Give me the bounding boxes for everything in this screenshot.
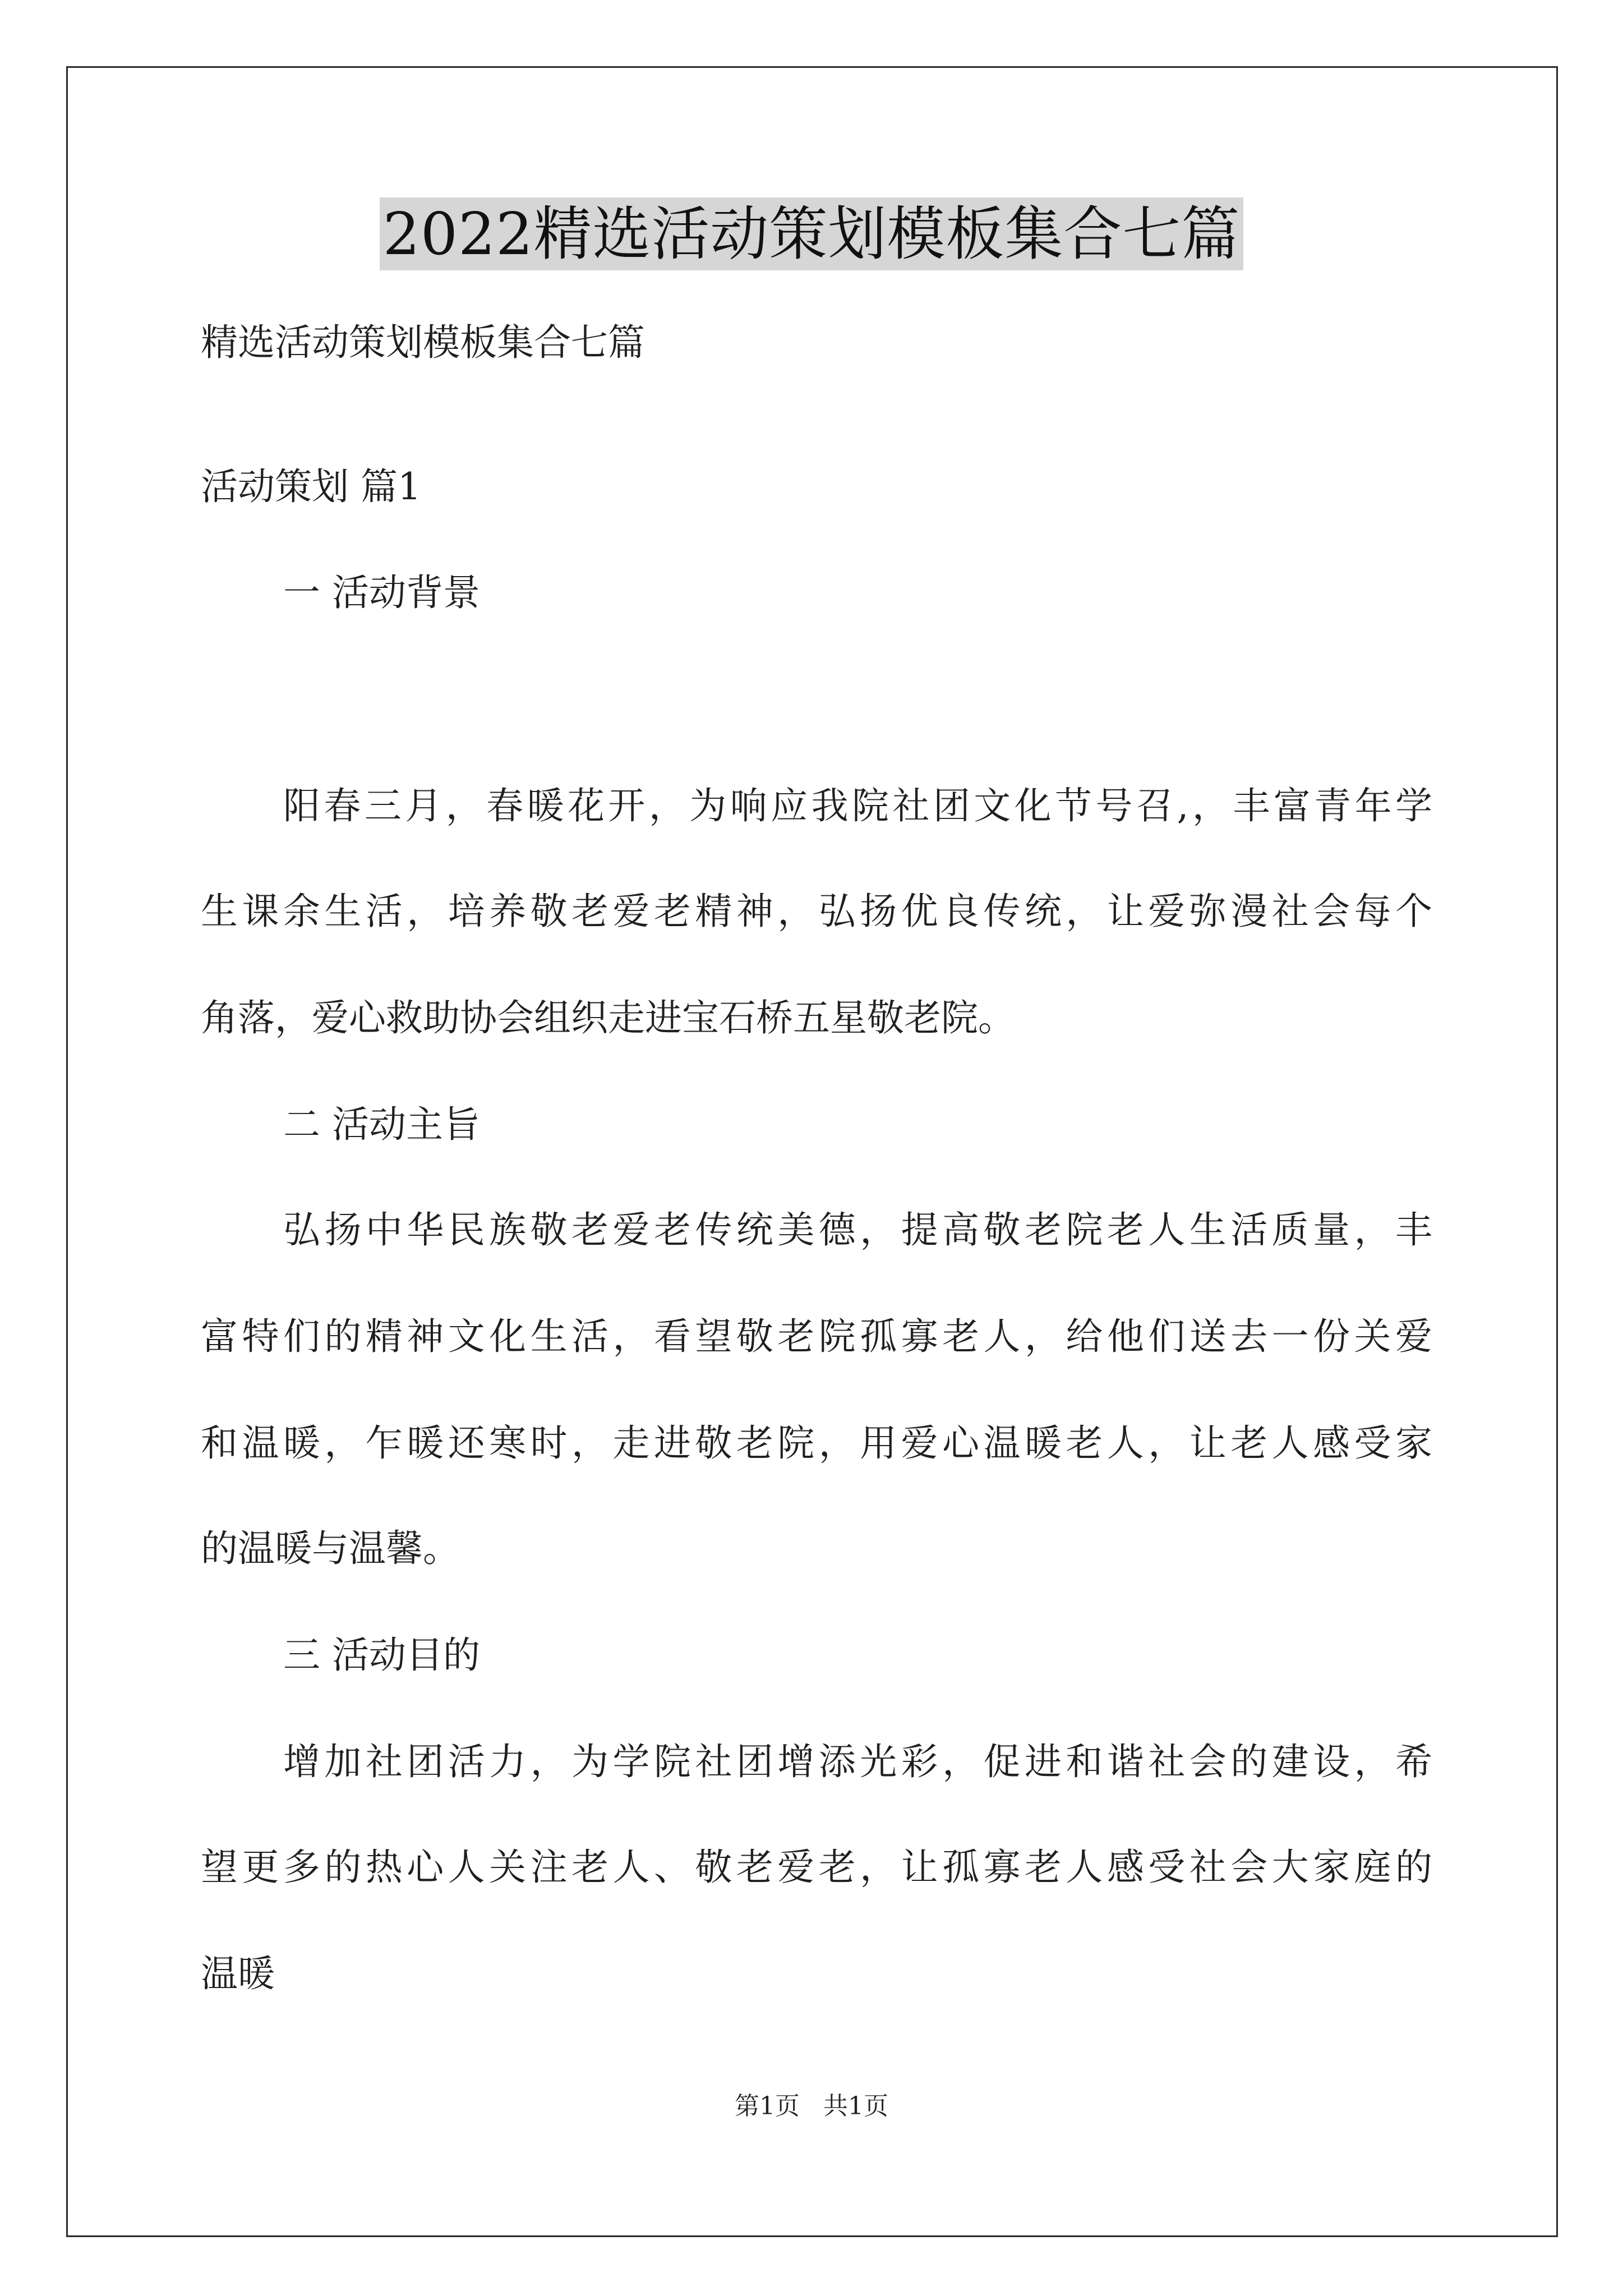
document-subtitle: 精选活动策划模板集合七篇 [201, 321, 645, 364]
paragraph-line: 阳春三月，春暖花开，为响应我院社团文化节号召,，丰富青年学 [283, 784, 1432, 827]
paragraph-line: 弘扬中华民族敬老爱老传统美德，提高敬老院老人生活质量，丰 [283, 1208, 1432, 1251]
paragraph-line: 富特们的精神文化生活，看望敬老院孤寡老人，给他们送去一份关爱 [201, 1315, 1432, 1358]
paragraph-line: 角落，爱心救助协会组织走进宝石桥五星敬老院。 [201, 996, 1015, 1039]
heading-background: 一 活动背景 [283, 571, 480, 614]
paragraph-line: 的温暖与温馨。 [201, 1527, 460, 1570]
document-title: 2022精选活动策划模板集合七篇 [380, 197, 1244, 270]
heading-goal: 三 活动目的 [283, 1634, 480, 1677]
section-label: 活动策划 篇1 [201, 465, 421, 508]
paragraph-line: 望更多的热心人关注老人、敬老爱老，让孤寡老人感受社会大家庭的 [201, 1846, 1432, 1889]
paragraph-line: 增加社团活力，为学院社团增添光彩，促进和谐社会的建设，希 [283, 1740, 1432, 1783]
page-footer: 第1页 共1页 [735, 2092, 888, 2120]
heading-purpose: 二 活动主旨 [283, 1103, 480, 1146]
paragraph-line: 温暖 [201, 1952, 275, 1995]
title-wrapper [0, 197, 1623, 270]
paragraph-line: 和温暖，乍暖还寒时，走进敬老院，用爱心温暖老人，让老人感受家 [201, 1421, 1432, 1465]
paragraph-line: 生课余生活，培养敬老爱老精神，弘扬优良传统，让爱弥漫社会每个 [201, 890, 1432, 933]
page-border [66, 66, 1558, 2237]
